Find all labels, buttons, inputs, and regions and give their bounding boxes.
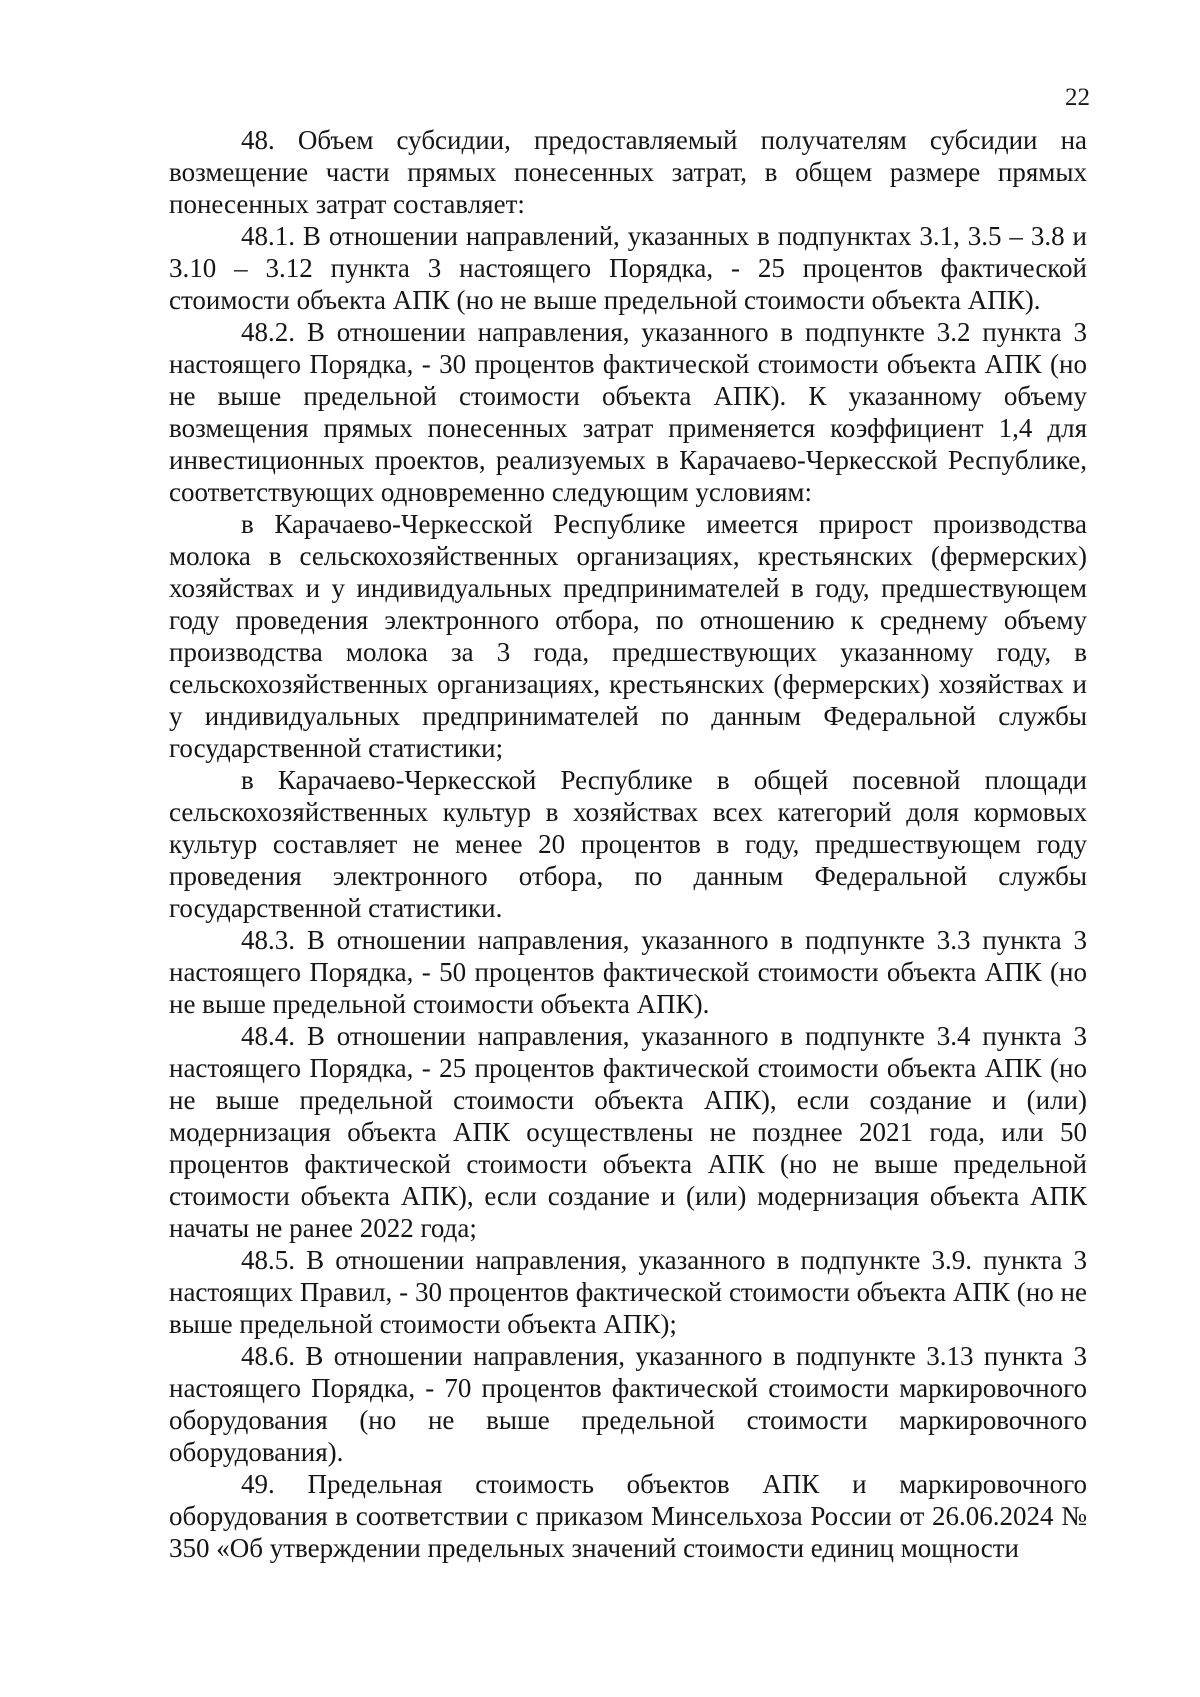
document-body xyxy=(169,124,1087,1564)
paragraph-48-5: 48.5. В отношении направления, указанного в подпункте 3.9. пункта 3 настоящих Правил, - 30 процентов фактической стоимости объекта АПК (но не выше предельной стоимости объекта АПК); xyxy=(169,1245,1087,1339)
paragraph-48-3: 48.3. В отношении направления, указанного в подпункте 3.3 пункта 3 настоящего Порядка, - 50 процентов фактической стоимости объекта АПК (но не выше предельной стоимости объекта АПК). xyxy=(169,925,1087,1019)
paragraph-48-4: 48.4. В отношении направления, указанного в подпункте 3.4 пункта 3 настоящего Порядка, - 25 процентов фактической стоимости объекта АПК (но не выше предельной стоимости объекта АПК), если создание и (или) модернизация объекта АПК осуществлены не позднее 2021 года, или 50 процентов фактической стоимости объекта АПК (но не выше предельной стоимости объекта АПК), если создание и (или) модернизация объекта АПК начаты не ранее 2022 года; xyxy=(169,1021,1087,1243)
paragraph-49: 49. Предельная стоимость объектов АПК и маркировочного оборудования в соответствии с приказом Минсельхоза России от 26.06.2024 № 350 «Об утверждении предельных значений стоимости единиц мощности xyxy=(169,1469,1087,1563)
paragraph-condition-fodder: в Карачаево-Черкесской Республике в общей посевной площади сельскохозяйственных культур в хозяйствах всех категорий доля кормовых культур составляет не менее 20 процентов в году, предшествующем году проведения электронного отбора, по данным Федеральной службы государственной статистики. xyxy=(169,765,1087,923)
paragraph-condition-milk: в Карачаево-Черкесской Республике имеется прирост производства молока в сельскохозяйственных организациях, крестьянских (фермерских) хозяйствах и у индивидуальных предпринимателей в году, предшествующем году проведения электронного отбора, по отношению к среднему объему производства молока за 3 года, предшествующих указанному году, в сельскохозяйственных организациях, крестьянских (фермерских) хозяйствах и у индивидуальных предпринимателей по данным Федеральной службы государственной статистики; xyxy=(169,509,1087,763)
paragraph-48-2: 48.2. В отношении направления, указанного в подпункте 3.2 пункта 3 настоящего Порядка, - 30 процентов фактической стоимости объекта АПК (но не выше предельной стоимости объекта АПК). К указанному объему возмещения прямых понесенных затрат применяется коэффициент 1,4 для инвестиционных проектов, реализуемых в Карачаево-Черкесской Республике, соответствующих одновременно следующим условиям: xyxy=(169,317,1087,507)
page-number: 22 xyxy=(1065,84,1090,111)
paragraph-48-6: 48.6. В отношении направления, указанного в подпункте 3.13 пункта 3 настоящего Порядка, - 70 процентов фактической стоимости маркировочного оборудования (но не выше предельной стоимости маркировочного оборудования). xyxy=(169,1341,1087,1467)
paragraph-48: 48. Объем субсидии, предоставляемый получателям субсидии на возмещение части прямых понесенных затрат, в общем размере прямых понесенных затрат составляет: xyxy=(169,125,1087,219)
paragraph-48-1: 48.1. В отношении направлений, указанных в подпунктах 3.1, 3.5 – 3.8 и 3.10 – 3.12 пункта 3 настоящего Порядка, - 25 процентов фактической стоимости объекта АПК (но не выше предельной стоимости объекта АПК). xyxy=(169,221,1087,315)
